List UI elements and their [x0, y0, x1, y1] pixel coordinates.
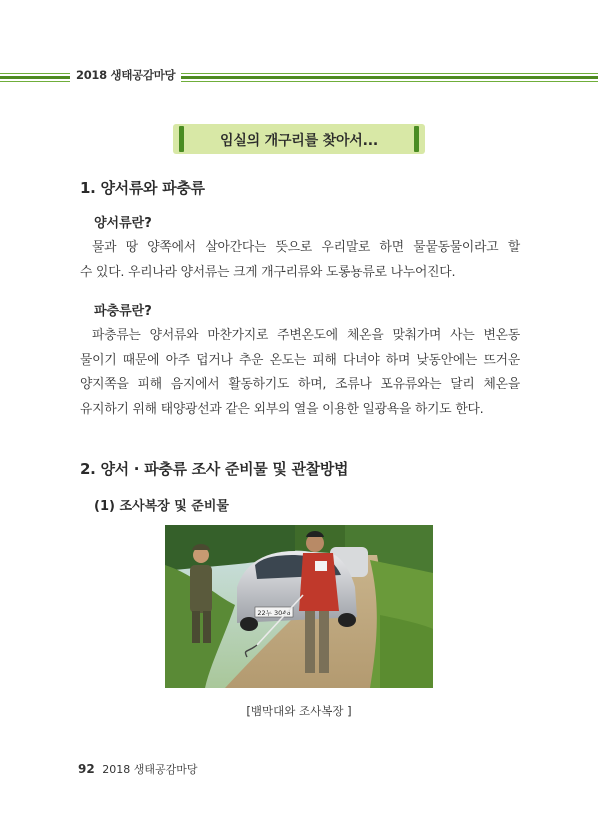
section-banner [173, 124, 425, 154]
survey-photo-illustration [165, 525, 433, 688]
banner-title: 임실의 개구리를 찾아서... [220, 133, 378, 149]
paragraph-line: 물이기 때문에 아주 덥거나 추운 온도는 피해 다녀야 하며 낮동안에는 뜨거운 [80, 352, 520, 368]
paragraph-line: 물과 땅 양쪽에서 살아간다는 뜻으로 우리말로 하면 물뭍동물이라고 할 [92, 240, 520, 255]
running-header-title: 2018 생태공감마당 [70, 67, 181, 83]
paragraph-line: 양지쪽을 피해 음지에서 활동하기도 하며, 조류나 포유류와는 달리 체온을 [80, 377, 520, 392]
reptiles-paragraph [80, 324, 520, 422]
paragraph-line: 파충류는 양서류와 마찬가지로 주변온도에 체온을 맞춰가며 사는 변온동 [92, 328, 520, 343]
page-number: 92 [78, 762, 95, 776]
section2-heading: 2. 양서 · 파충류 조사 준비물 및 관찰방법 [80, 460, 349, 478]
footer-title: 2018 생태공감마당 [102, 763, 198, 776]
photo-caption: [뱀막대와 조사복장 ] [246, 704, 352, 718]
reptiles-heading: 파충류란? [94, 304, 152, 319]
survey-gear-heading: (1) 조사복장 및 준비물 [94, 499, 229, 514]
amphibians-paragraph [80, 236, 520, 285]
section1-heading: 1. 양서류와 파충류 [80, 179, 205, 197]
license-plate-text: 22누 3046 [257, 609, 291, 617]
survey-gear-photo [165, 525, 433, 688]
paragraph-line: 유지하기 위해 태양광선과 같은 외부의 열을 이용한 일광욕을 하기도 한다. [80, 401, 484, 417]
amphibians-heading: 양서류란? [94, 216, 152, 231]
paragraph-line: 수 있다. 우리나라 양서류는 크게 개구리류와 도롱뇽류로 나누어진다. [80, 264, 456, 280]
page-footer [78, 761, 197, 777]
